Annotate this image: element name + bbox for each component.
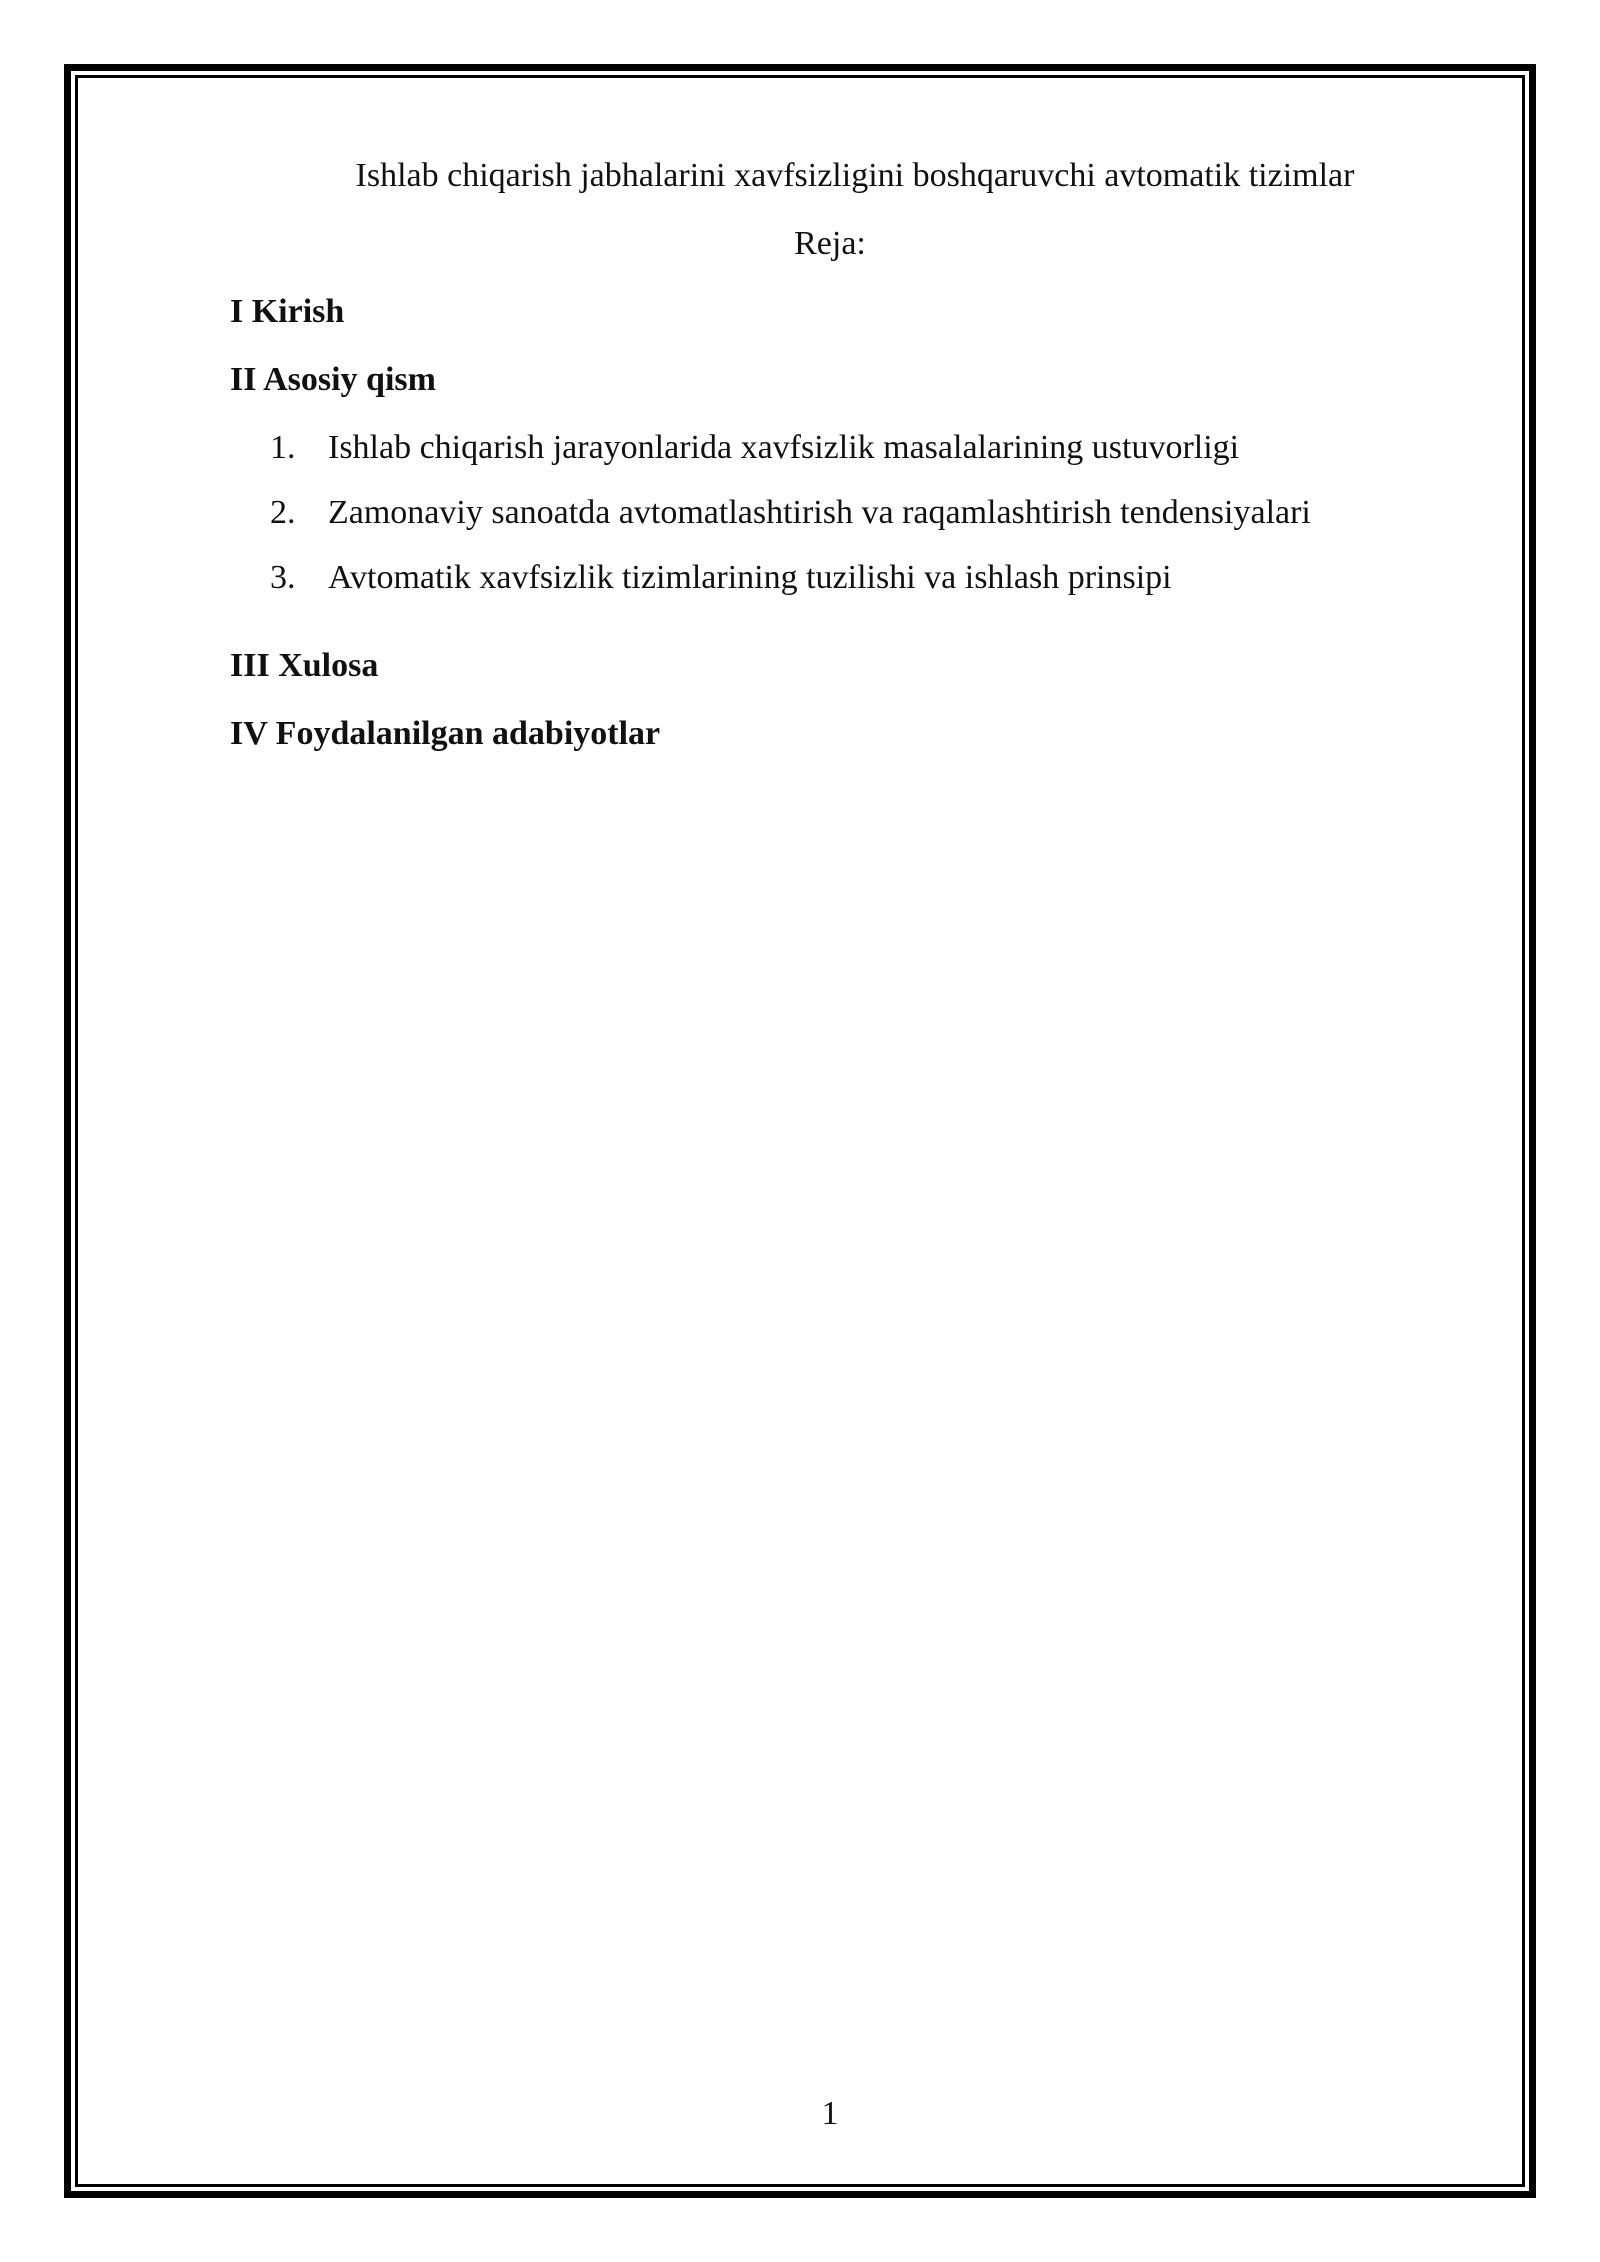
main-section-list [270,422,1311,617]
plan-label: Reja: [794,225,866,262]
list-item-text: Zamonaviy sanoatda avtomatlashtirish va raqamlashtirish tendensiyalari [328,494,1311,531]
list-item-number: 2. [270,494,296,531]
document-title: Ishlab chiqarish jabhalarini xavfsizligini boshqaruvchi avtomatik tizimlar [355,157,1355,194]
list-item [270,422,1311,487]
section-heading-main: II Asosiy qism [230,361,436,398]
list-item-text: Avtomatik xavfsizlik tizimlarining tuzilishi va ishlash prinsipi [328,559,1172,596]
list-item [270,487,1311,552]
list-item-number: 3. [270,559,296,596]
list-item [270,552,1311,617]
list-item-text: Ishlab chiqarish jarayonlarida xavfsizlik masalalarining ustuvorligi [328,429,1240,466]
section-heading-references: IV Foydalanilgan adabiyotlar [230,715,661,752]
list-item-number: 1. [270,429,296,466]
section-heading-intro: I Kirish [230,293,345,330]
section-heading-conclusion: III Xulosa [230,647,379,684]
page-number: 1 [821,2095,839,2132]
